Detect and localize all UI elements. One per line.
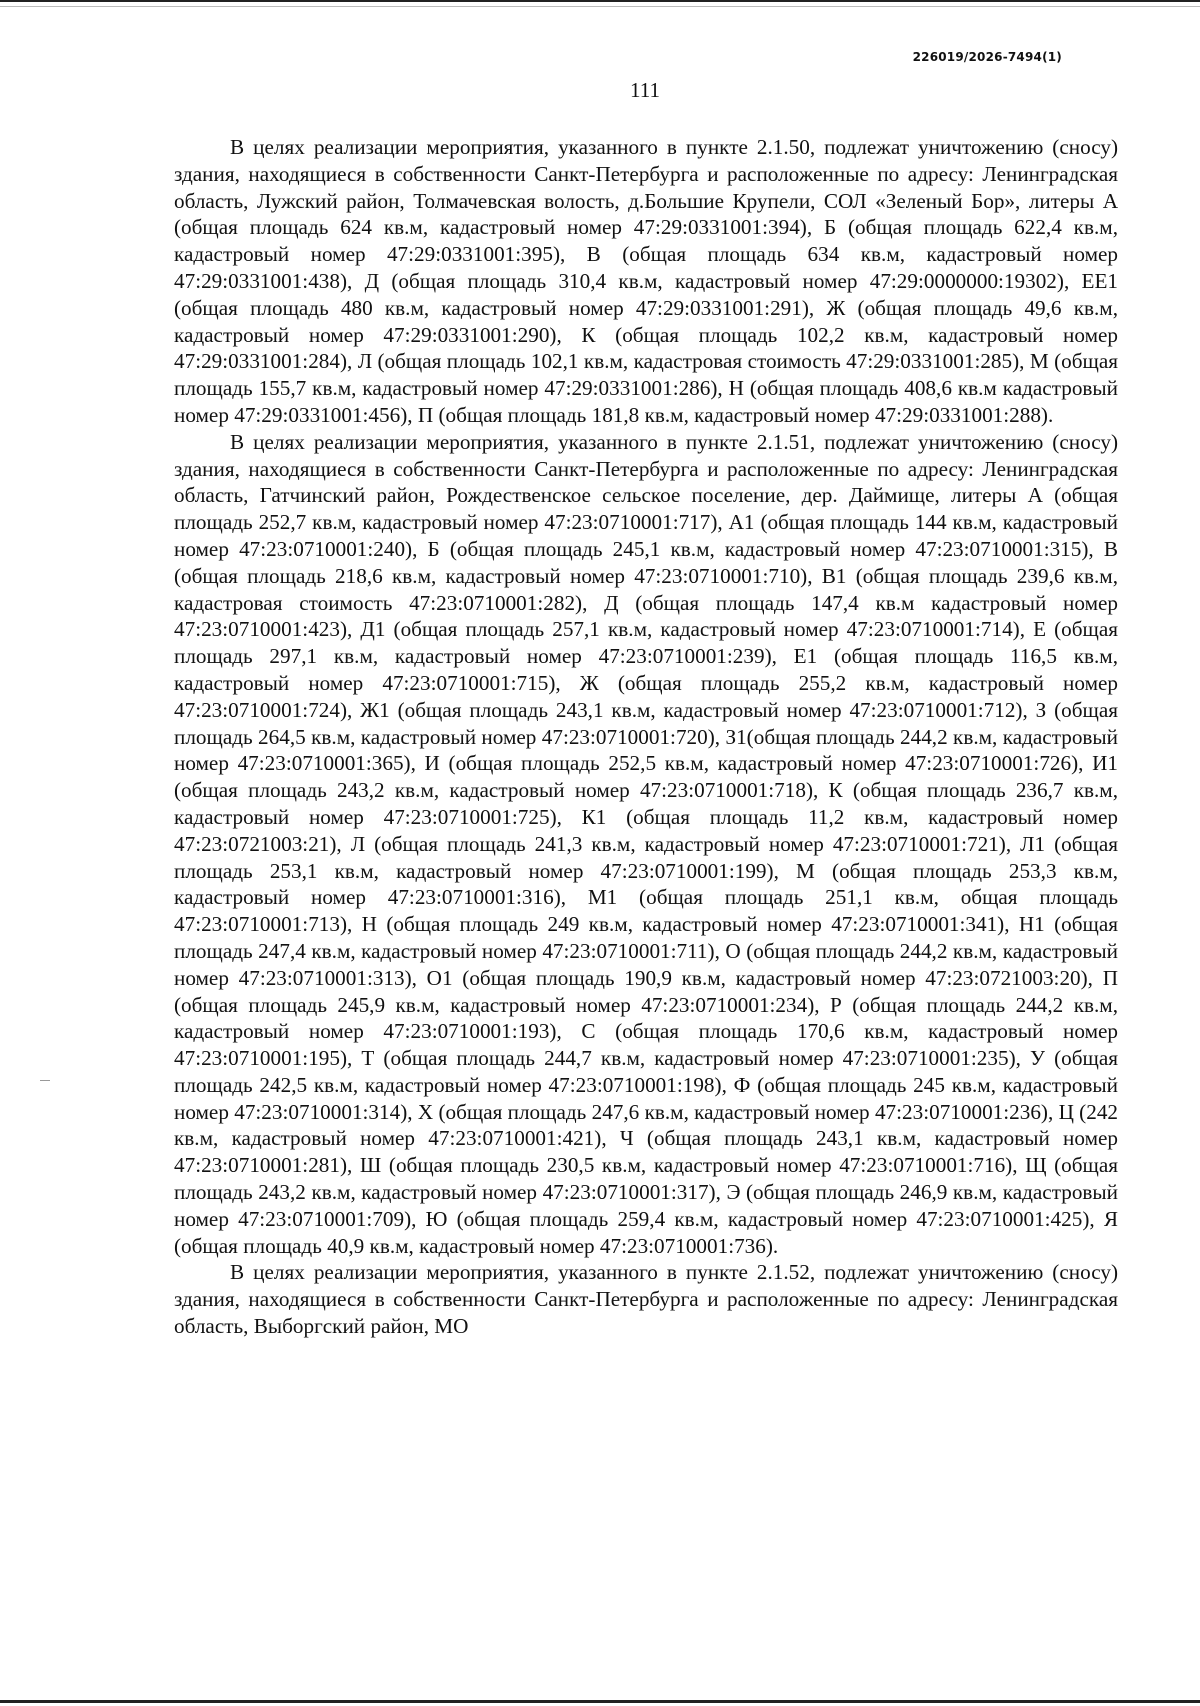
scan-bottom-edge (0, 1700, 1200, 1703)
paragraph-item-2-1-51: В целях реализации мероприятия, указанного в пункте 2.1.51, подлежат уничтожению (сносу) здания, находящиеся в собственности Санкт-Петербурга и расположенные по адресу: Ленинградская область, Гатчинский район, Рождественское сельское поселение, дер. Даймище, литеры А (общая площадь 252,7 кв.м, кадастровый номер 47:23:0710001:717), А1 (общая площадь 144 кв.м, кадастровый номер 47:23:0710001:240), Б (общая площадь 245,1 кв.м, кадастровый номер 47:23:0710001:315), В (общая площадь 218,6 кв.м, кадастровый номер 47:23:0710001:710), В1 (общая площадь 239,6 кв.м, кадастровая стоимость 47:23:0710001:282), Д (общая площадь 147,4 кв.м кадастровый номер 47:23:0710001:423), Д1 (общая площадь 257,1 кв.м, кадастровый номер 47:23:0710001:714), Е (общая площадь 297,1 кв.м, кадастровый номер 47:23:0710001:239), Е1 (общая площадь 116,5 кв.м, кадастровый номер 47:23:0710001:715), Ж (общая площадь 255,2 кв.м, кадастровый номер 47:23:0710001:724), Ж1 (общая площадь 243,1 кв.м, кадастровый номер 47:23:0710001:712), З (общая площадь 264,5 кв.м, кадастровый номер 47:23:0710001:720), З1(общая площадь 244,2 кв.м, кадастровый номер 47:23:0710001:365), И (общая площадь 252,5 кв.м, кадастровый номер 47:23:0710001:726), И1 (общая площадь 243,2 кв.м, кадастровый номер 47:23:0710001:718), К (общая площадь 236,7 кв.м, кадастровый номер 47:23:0710001:725), К1 (общая площадь 11,2 кв.м, кадастровый номер 47:23:0721003:21), Л (общая площадь 241,3 кв.м, кадастровый номер 47:23:0710001:721), Л1 (общая площадь 253,1 кв.м, кадастровый номер 47:23:0710001:199), М (общая площадь 253,3 кв.м, кадастровый номер 47:23:0710001:316), М1 (общая площадь 251,1 кв.м, общая площадь 47:23:0710001:713), Н (общая площадь 249 кв.м, кадастровый номер 47:23:0710001:341), Н1 (общая площадь 247,4 кв.м, кадастровый номер 47:23:0710001:711), О (общая площадь 244,2 кв.м, кадастровый номер 47:23:0710001:313), О1 (общая площадь 190,9 кв.м, кадастровый номер 47:23:0721003:20), П (общая площадь 245,9 кв.м, кадастровый номер 47:23:0710001:234), Р (общая площадь 244,2 кв.м, кадастровый номер 47:23:0710001:193), С (общая площадь 170,6 кв.м, кадастровый номер 47:23:0710001:195), Т (общая площадь 244,7 кв.м, кадастровый номер 47:23:0710001:235), У (общая площадь 242,5 кв.м, кадастровый номер 47:23:0710001:198), Ф (общая площадь 245 кв.м, кадастровый номер 47:23:0710001:314), Х (общая площадь 247,6 кв.м, кадастровый номер 47:23:0710001:236), Ц (242 кв.м, кадастровый номер 47:23:0710001:421), Ч (общая площадь 243,1 кв.м, кадастровый номер 47:23:0710001:281), Ш (общая площадь 230,5 кв.м, кадастровый номер 47:23:0710001:716), Щ (общая площадь 243,2 кв.м, кадастровый номер 47:23:0710001:317), Э (общая площадь 246,9 кв.м, кадастровый номер 47:23:0710001:709), Ю (общая площадь 259,4 кв.м, кадастровый номер 47:23:0710001:425), Я (общая площадь 40,9 кв.м, кадастровый номер 47:23:0710001:736). (174, 429, 1119, 1258)
document-registration-code: 226019/2026-7494(1) (912, 50, 1062, 64)
paragraph-item-2-1-50: В целях реализации мероприятия, указанного в пункте 2.1.50, подлежат уничтожению (сносу) здания, находящиеся в собственности Санкт-Петербурга и расположенные по адресу: Ленинградская область, Лужский район, Толмачевская волость, д.Большие Крупели, СОЛ «Зеленый Бор», литеры А (общая площадь 624 кв.м, кадастровый номер 47:29:0331001:394), Б (общая площадь 622,4 кв.м, кадастровый номер 47:29:0331001:395), В (общая площадь 634 кв.м, кадастровый номер 47:29:0331001:438), Д (общая площадь 310,4 кв.м, кадастровый номер 47:29:0000000:19302), ЕЕ1 (общая площадь 480 кв.м, кадастровый номер 47:29:0331001:291), Ж (общая площадь 49,6 кв.м, кадастровый номер 47:29:0331001:290), К (общая площадь 102,2 кв.м, кадастровый номер 47:29:0331001:284), Л (общая площадь 102,1 кв.м, кадастровая стоимость 47:29:0331001:285), М (общая площадь 155,7 кв.м, кадастровый номер 47:29:0331001:286), Н (общая площадь 408,6 кв.м кадастровый номер 47:29:0331001:456), П (общая площадь 181,8 кв.м, кадастровый номер 47:29:0331001:288). (174, 135, 1118, 427)
scan-margin-mark (40, 1080, 50, 1081)
page-number: 111 (630, 78, 660, 102)
scan-top-edge (0, 0, 1200, 2)
document-body (174, 134, 1118, 1340)
paragraph-item-2-1-52: В целях реализации мероприятия, указанного в пункте 2.1.52, подлежат уничтожению (сносу) здания, находящиеся в собственности Санкт-Петербурга и расположенные по адресу: Ленинградская область, Выборгский район, МО (174, 1260, 1118, 1339)
scan-top-edge-shadow (0, 6, 1200, 7)
